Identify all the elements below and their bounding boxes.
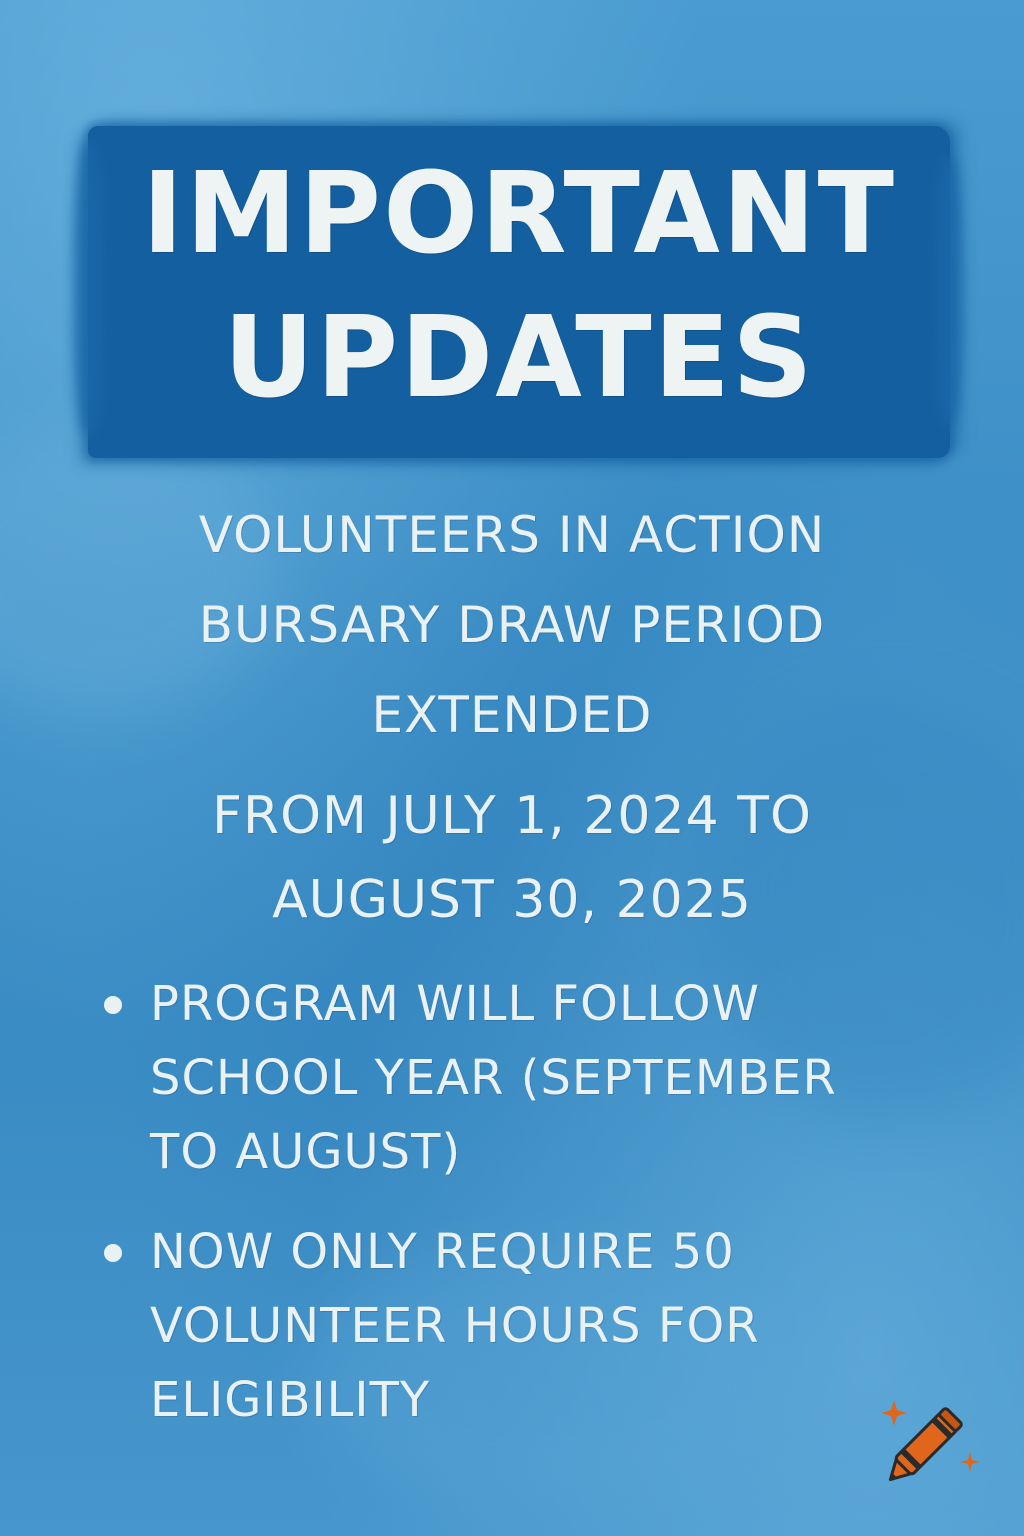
title-banner (88, 126, 950, 458)
bullet-text-line: SCHOOL YEAR (SEPTEMBER (150, 1050, 837, 1106)
bullet-text-line: ELIGIBILITY (150, 1372, 431, 1428)
bullet-dot-icon (104, 1244, 122, 1262)
date-range-line-2: AUGUST 30, 2025 (272, 870, 752, 930)
bullet-dot-icon (104, 996, 122, 1014)
watercolor-wash (0, 420, 280, 720)
bullet-text-line: TO AUGUST) (150, 1124, 462, 1180)
crayon-icon (870, 1380, 990, 1500)
announcement-line-2: BURSARY DRAW PERIOD (198, 596, 826, 654)
announcement-line-3: EXTENDED (371, 686, 653, 744)
sparkle-icon (881, 1400, 907, 1426)
bullet-text-line: VOLUNTEER HOURS FOR (150, 1298, 760, 1354)
sparkle-icon (960, 1452, 980, 1472)
bullet-text-line: NOW ONLY REQUIRE 50 (150, 1224, 735, 1280)
title-line-1: IMPORTANT (141, 149, 897, 279)
bullet-text-line: PROGRAM WILL FOLLOW (150, 976, 760, 1032)
announcement-line-1: VOLUNTEERS IN ACTION (198, 506, 826, 564)
date-range-line-1: FROM JULY 1, 2024 TO (212, 786, 812, 846)
title-line-2: UPDATES (223, 293, 815, 423)
